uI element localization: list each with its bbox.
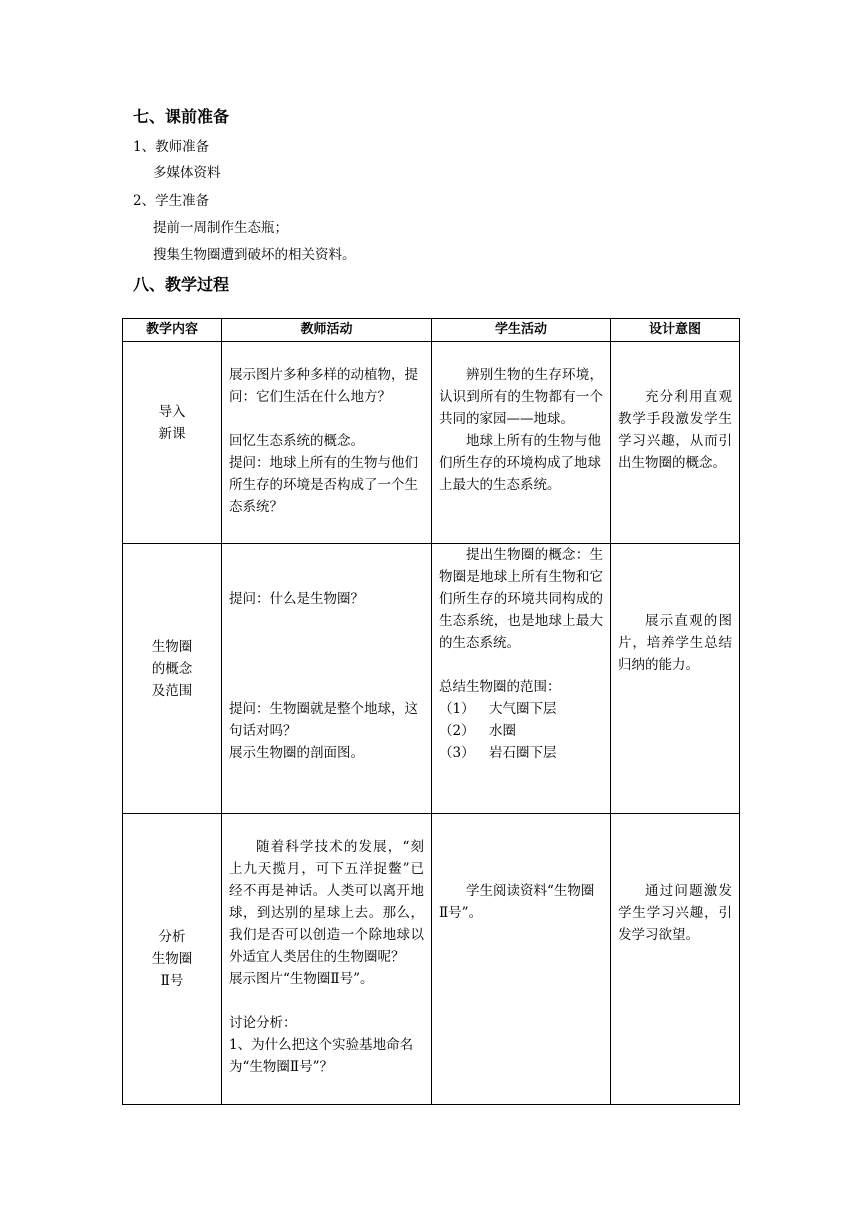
header-intent: 设计意图 xyxy=(611,319,740,342)
student-text: 总结生物圈的范围： xyxy=(439,679,561,695)
content-line: 生物圈 xyxy=(151,951,193,967)
intent-text: 展示直观的图片，培养学生总结归纳的能力。 xyxy=(618,613,732,673)
content-line: 导入 xyxy=(158,403,186,420)
intent-text: 通过问题激发学生学习兴趣，引发学习欲望。 xyxy=(618,883,732,943)
student-prep-item-2: 搜集生物圈遭到破坏的相关资料。 xyxy=(153,247,356,263)
row2-student xyxy=(432,544,611,814)
teacher-text: 展示图片多种多样的动植物，提问：它们生活在什么地方？ xyxy=(229,367,418,405)
table-row xyxy=(123,342,740,544)
teacher-text: 1、为什么把这个实验基地命名为“生物圈Ⅱ号”？ xyxy=(229,1037,414,1075)
table-row xyxy=(123,814,740,1105)
content-line: 新课 xyxy=(158,425,186,442)
student-text: 地球上所有的生物与他们所生存的环境构成了地球上最大的生态系统。 xyxy=(439,433,601,493)
row3-teacher xyxy=(222,814,432,1105)
student-prep-item-1: 提前一周制作生态瓶； xyxy=(153,220,288,236)
row2-intent xyxy=(611,544,740,814)
student-text: 学生阅读资料“生物圈Ⅱ号”。 xyxy=(439,883,595,921)
row2-content xyxy=(123,544,222,814)
row3-student xyxy=(432,814,611,1105)
row1-content xyxy=(123,342,222,544)
list-item: （1） 大气圈下层 xyxy=(439,701,557,717)
teacher-text: 展示生物圈的剖面图。 xyxy=(229,745,364,761)
teacher-text: 随着科学技术的发展，“刻上九天揽月，可下五洋捉鳖”已经不再是神话。人类可以离开地球，到达别的星球上去。那么，我们是否可以创造一个除地球以外适宜人类居住的生物圈呢？ xyxy=(229,839,424,965)
teacher-prep-item: 多媒体资料 xyxy=(153,165,221,181)
row1-student xyxy=(432,342,611,544)
row3-intent xyxy=(611,814,740,1105)
student-prep-label: 2、学生准备 xyxy=(133,193,210,209)
content-line: Ⅱ号 xyxy=(160,973,184,989)
content-line: 分析 xyxy=(158,929,186,945)
row1-intent xyxy=(611,342,740,544)
content-line: 及范围 xyxy=(151,682,193,699)
teacher-text: 展示图片“生物圈Ⅱ号”。 xyxy=(229,971,374,987)
table-header-row xyxy=(123,319,740,342)
teacher-prep-label: 1、教师准备 xyxy=(133,139,210,155)
header-teacher: 教师活动 xyxy=(222,319,432,342)
student-text: 提出生物圈的概念：生物圈是地球上所有生物和它们所生存的环境共同构成的生态系统，也是地球上最大的生态系统。 xyxy=(439,547,603,651)
content-line: 的概念 xyxy=(151,660,193,677)
list-item: （2） 水圈 xyxy=(439,723,516,739)
list-item: （3） 岩石圈下层 xyxy=(439,745,557,761)
content-line: 生物圈 xyxy=(151,638,193,655)
teacher-text: 提问：生物圈就是整个地球，这句话对吗？ xyxy=(229,701,418,739)
teacher-text: 提问：什么是生物圈？ xyxy=(229,591,364,607)
section-7-title: 七、课前准备 xyxy=(133,107,230,126)
teacher-text: 讨论分析： xyxy=(229,1015,297,1031)
teacher-text: 提问：地球上所有的生物与他们所生存的环境是否构成了一个生态系统？ xyxy=(229,455,418,515)
header-content: 教学内容 xyxy=(123,319,222,342)
row2-teacher xyxy=(222,544,432,814)
section-8-title: 八、教学过程 xyxy=(133,275,230,294)
teacher-text: 回忆生态系统的概念。 xyxy=(229,433,364,449)
teaching-process-table xyxy=(122,318,740,1105)
header-student: 学生活动 xyxy=(432,319,611,342)
intent-text: 充分利用直观教学手段激发学生学习兴趣，从而引出生物圈的概念。 xyxy=(618,389,732,471)
student-text: 辨别生物的生存环境，认识到所有的生物都有一个共同的家园——地球。 xyxy=(439,367,603,427)
row1-teacher xyxy=(222,342,432,544)
row3-content xyxy=(123,814,222,1105)
table-row xyxy=(123,544,740,814)
